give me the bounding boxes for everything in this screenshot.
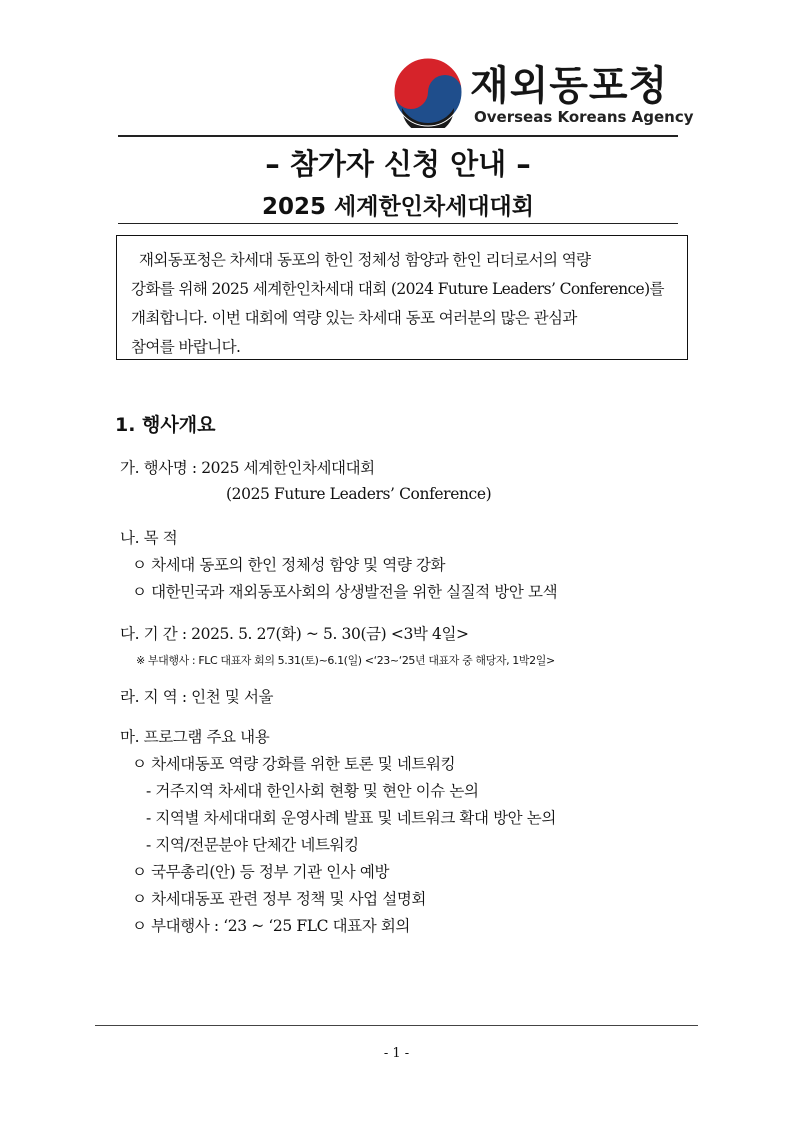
event-name-english: (2025 Future Leaders’ Conference) [226,485,492,503]
period-note: ※ 부대행사 : FLC 대표자 회의 5.31(토)~6.1(일) <‘23~‘25년 대표자 중 해당자, 1박2일> [136,654,555,667]
program-label: 마. 프로그램 주요 내용 [120,728,270,746]
page-subtitle: 2025 세계한인차세대대회 [262,194,534,220]
footer-rule [95,1025,698,1026]
program-subitem: - 거주지역 차세대 한인사회 현황 및 현안 이슈 논의 [146,782,479,800]
intro-line: 개최합니다. 이번 대회에 역량 있는 차세대 동포 여러분의 많은 관심과 [131,309,577,327]
period-line: 다. 기 간 : 2025. 5. 27(화) ~ 5. 30(금) <3박 4일> [120,625,469,643]
section-heading: 1. 행사개요 [115,414,216,436]
purpose-item: ㅇ 차세대 동포의 한인 정체성 함양 및 역량 강화 [132,556,446,574]
intro-line: 참여를 바랍니다. [131,338,241,356]
event-name-line: 가. 행사명 : 2025 세계한인차세대대회 [120,459,375,477]
purpose-label: 나. 목 적 [120,529,178,547]
program-item: ㅇ 차세대동포 역량 강화를 위한 토론 및 네트워킹 [132,755,456,773]
header-rule-bottom [118,223,678,224]
program-item: ㅇ 부대행사 : ‘23 ~ ‘25 FLC 대표자 회의 [132,917,410,935]
header-rule-top [118,135,678,137]
intro-line: 재외동포청은 차세대 동포의 한인 정체성 함양과 한인 리더로서의 역량 [139,251,591,269]
agency-name-english: Overseas Koreans Agency [474,108,694,126]
intro-box [116,235,688,360]
agency-logo-emblem-icon [392,56,464,128]
page-number: - 1 - [383,1046,410,1061]
agency-name-korean: 재외동포청 [470,63,669,109]
program-item: ㅇ 차세대동포 관련 정부 정책 및 사업 설명회 [132,890,427,908]
page-title: – 참가자 신청 안내 – [265,147,531,181]
program-item: ㅇ 국무총리(안) 등 정부 기관 인사 예방 [132,863,390,881]
program-subitem: - 지역/전문분야 단체간 네트워킹 [146,836,359,854]
purpose-item: ㅇ 대한민국과 재외동포사회의 상생발전을 위한 실질적 방안 모색 [132,583,558,601]
intro-line: 강화를 위해 2025 세계한인차세대 대회 (2024 Future Leaders’ Conference)를 [131,280,664,298]
region-line: 라. 지 역 : 인천 및 서울 [120,688,274,706]
program-subitem: - 지역별 차세대대회 운영사례 발표 및 네트워크 확대 방안 논의 [146,809,556,827]
